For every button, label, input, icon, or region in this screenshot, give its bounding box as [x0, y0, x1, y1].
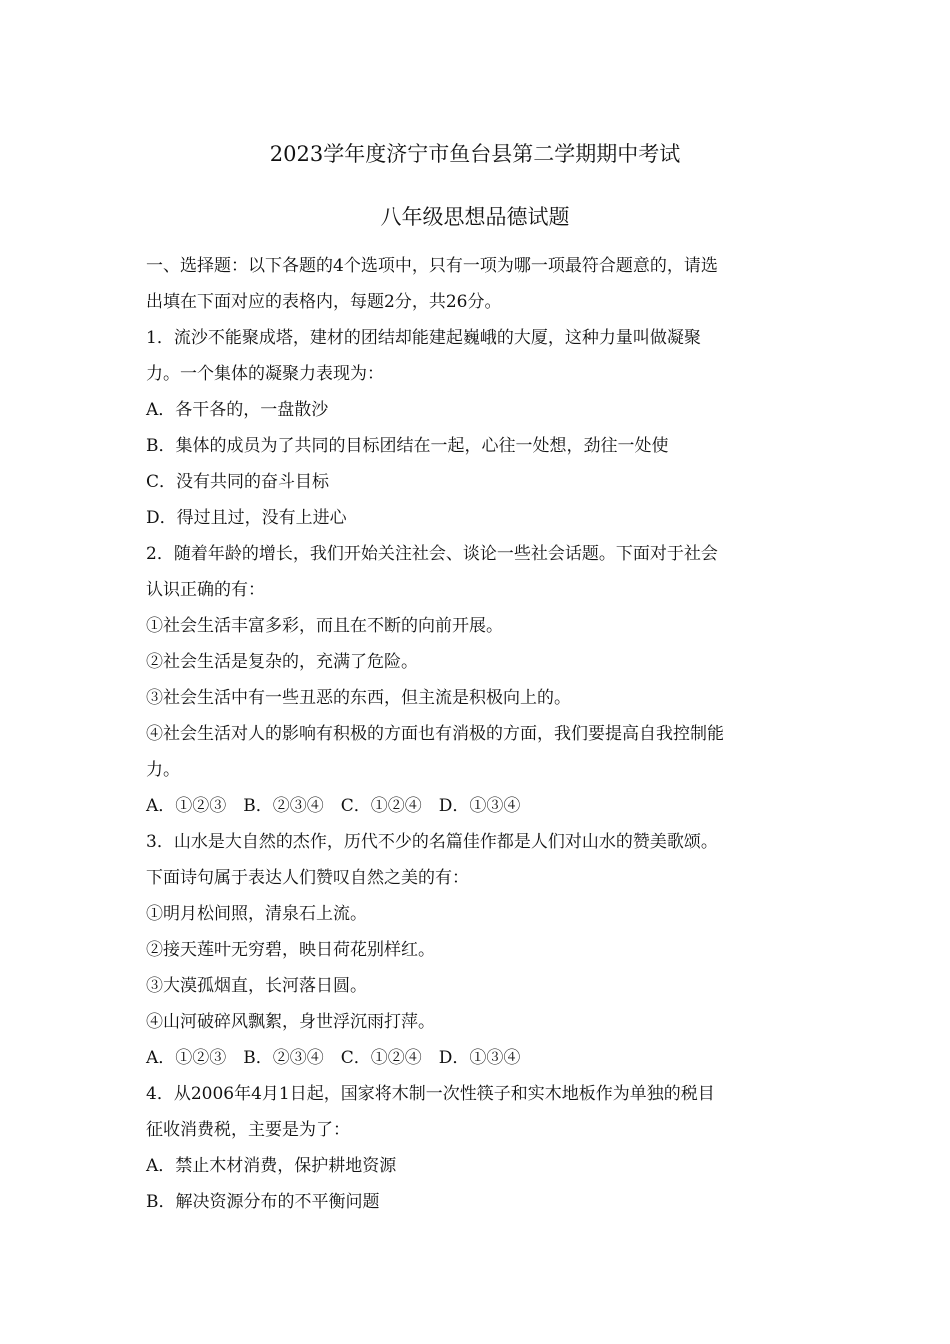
answer-options-row: A．①②③ B．②③④ C．①②④ D．①③④: [146, 796, 521, 816]
question-stem: 征收消费税，主要是为了：: [146, 1120, 350, 1140]
question-stem: 下面诗句属于表达人们赞叹自然之美的有：: [146, 868, 469, 888]
answer-option: A．禁止木材消费，保护耕地资源: [146, 1156, 397, 1176]
answer-option: B．集体的成员为了共同的目标团结在一起，心往一处想，劲往一处使: [146, 436, 669, 456]
statement-item: ④山河破碎风飘絮，身世浮沉雨打萍。: [146, 1012, 435, 1032]
statement-item: 力。: [146, 760, 180, 780]
question-stem: 1．流沙不能聚成塔，建材的团结却能建起巍峨的大厦，这种力量叫做凝聚: [146, 328, 701, 348]
exam-body: [146, 248, 816, 1220]
exam-subtitle: 八年级思想品德试题: [380, 205, 570, 229]
statement-item: ①社会生活丰富多彩，而且在不断的向前开展。: [146, 616, 503, 636]
question-2: [146, 536, 816, 824]
question-1: [146, 320, 816, 536]
statement-item: ②社会生活是复杂的，充满了危险。: [146, 652, 418, 672]
question-stem: 3．山水是大自然的杰作，历代不少的名篇佳作都是人们对山水的赞美歌颂。: [146, 832, 718, 852]
answer-options-row: A．①②③ B．②③④ C．①②④ D．①③④: [146, 1048, 521, 1068]
question-4: [146, 1076, 816, 1220]
question-stem: 2．随着年龄的增长，我们开始关注社会、谈论一些社会话题。下面对于社会: [146, 544, 718, 564]
answer-option: A．各干各的，一盘散沙: [146, 400, 329, 420]
section-heading: 一、选择题：以下各题的4个选项中，只有一项为哪一项最符合题意的，请选: [146, 256, 718, 276]
question-3: [146, 824, 816, 1076]
answer-option: D．得过且过，没有上进心: [146, 508, 347, 528]
statement-item: ④社会生活对人的影响有积极的方面也有消极的方面，我们要提高自我控制能: [146, 724, 724, 744]
answer-option: C．没有共同的奋斗目标: [146, 472, 330, 492]
statement-item: ③社会生活中有一些丑恶的东西，但主流是积极向上的。: [146, 688, 571, 708]
question-stem: 力。一个集体的凝聚力表现为：: [146, 364, 384, 384]
statement-item: ①明月松间照，清泉石上流。: [146, 904, 367, 924]
statement-item: ③大漠孤烟直，长河落日圆。: [146, 976, 367, 996]
question-stem: 4．从2006年4月1日起，国家将木制一次性筷子和实木地板作为单独的税目: [146, 1084, 715, 1104]
question-stem: 认识正确的有：: [146, 580, 265, 600]
exam-title: 2023学年度济宁市鱼台县第二学期期中考试: [269, 142, 681, 166]
statement-item: ②接天莲叶无穷碧，映日荷花别样红。: [146, 940, 435, 960]
section-heading-continued: 出填在下面对应的表格内，每题2分，共26分。: [146, 292, 502, 312]
answer-option: B．解决资源分布的不平衡问题: [146, 1192, 380, 1212]
